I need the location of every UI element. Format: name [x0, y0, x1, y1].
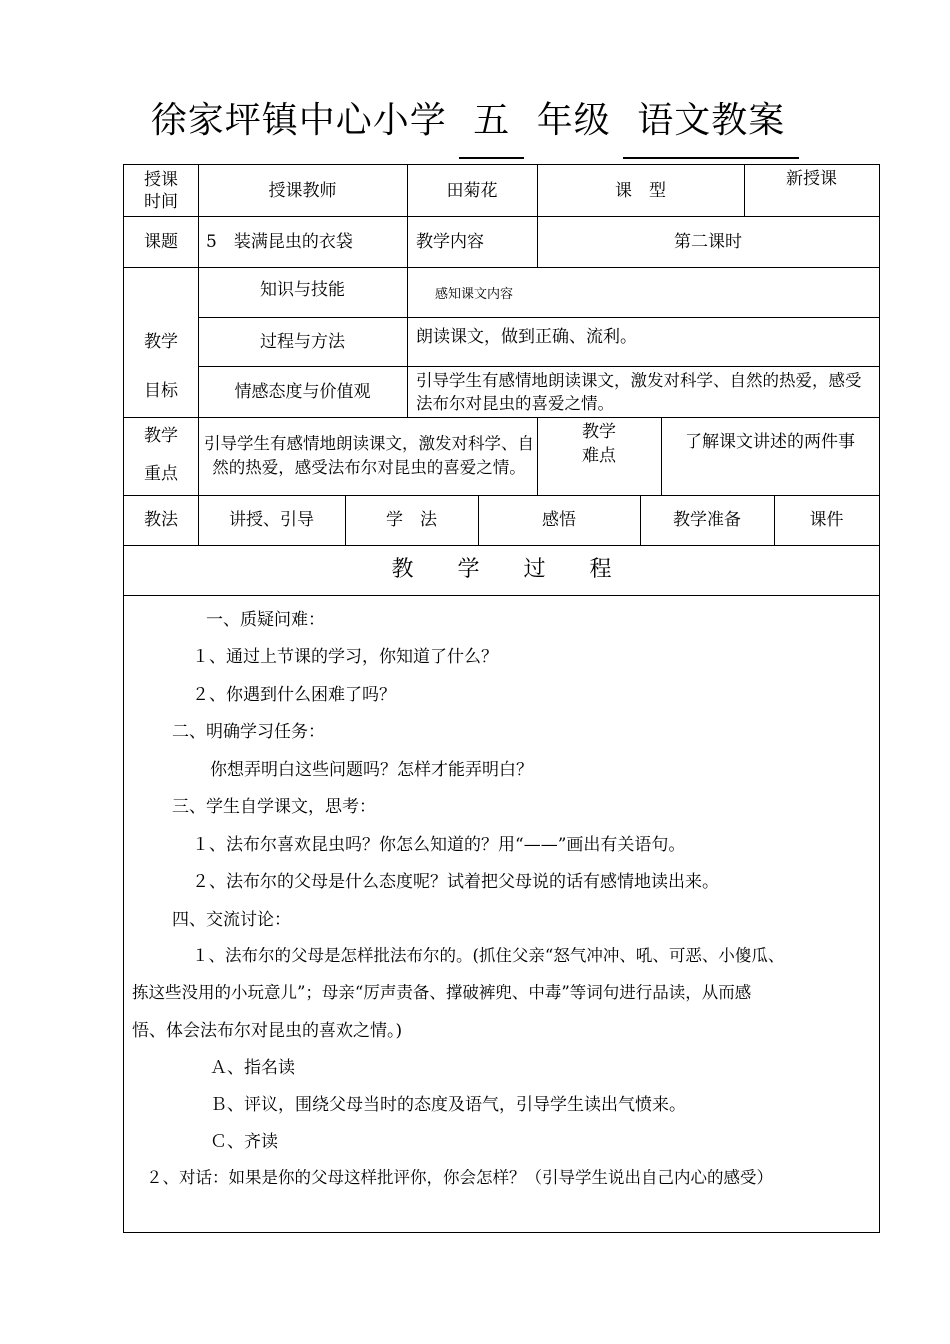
- lesson-type-value: 新授课: [786, 169, 837, 189]
- body-line: Ｃ、齐读: [210, 1132, 278, 1152]
- key-label-1: 教学: [144, 426, 178, 446]
- page-title: [0, 92, 950, 143]
- school-name: 徐家坪镇中心小学: [150, 100, 447, 141]
- body-line: 四、交流讨论：: [172, 910, 291, 930]
- topic-label: 课题: [144, 231, 178, 252]
- body-line: １、法布尔的父母是怎样批法布尔的。(抓住父亲“怒气冲冲、吼、可恶、小傻瓜、: [192, 946, 785, 965]
- preparation-label: 教学准备: [673, 510, 741, 530]
- content-value: 第二课时: [674, 231, 742, 252]
- learning-method-label: 学 法: [386, 510, 437, 530]
- body-line: 三、学生自学课文，思考：: [172, 797, 376, 817]
- body-line: Ｂ、评议，围绕父母当时的态度及语气，引导学生读出气愤来。: [210, 1095, 686, 1115]
- knowledge-label: 知识与技能: [260, 280, 345, 300]
- key-label-2: 重点: [144, 464, 178, 484]
- goals-label-1: 教学: [144, 332, 178, 352]
- teaching-method: 讲授、引导: [229, 510, 314, 530]
- subject-value: 语文教案: [623, 92, 799, 143]
- body-line: 二、明确学习任务：: [172, 722, 325, 742]
- body-line: 你想弄明白这些问题吗？怎样才能弄明白？: [210, 760, 533, 780]
- lesson-type-label: 课 型: [615, 180, 666, 201]
- knowledge-value: 感知课文内容: [435, 287, 514, 302]
- key-value: 引导学生有感情地朗读课文，激发对科学、自然的热爱，感受法布尔对昆虫的喜爱之情。: [204, 434, 534, 477]
- body-line: ２、你遇到什么困难了吗？: [192, 685, 396, 705]
- preparation-value: 课件: [809, 510, 844, 530]
- emotion-label: 情感态度与价值观: [234, 381, 371, 402]
- grade-label: 年级: [536, 100, 611, 141]
- process-heading: 教 学 过 程: [391, 557, 612, 582]
- body-line: １、通过上节课的学习，你知道了什么？: [192, 647, 498, 667]
- teacher-name: 田菊花: [446, 180, 498, 201]
- body-line: 拣这些没用的小玩意儿”；母亲“厉声责备、撑破裤兜、中毒”等词句进行品读，从而感: [132, 983, 752, 1002]
- teacher-label: 授课教师: [268, 180, 337, 201]
- body-line: １、法布尔喜欢昆虫吗？你怎么知道的？用“——”画出有关语句。: [192, 835, 686, 855]
- goals-label-2: 目标: [144, 381, 178, 401]
- body-line: ２、法布尔的父母是什么态度呢？试着把父母说的话有感情地读出来。: [192, 872, 719, 892]
- body-line: Ａ、指名读: [210, 1058, 295, 1078]
- process-label: 过程与方法: [260, 331, 345, 352]
- difficult-value: 了解课文讲述的两件事: [685, 432, 855, 452]
- content-label: 教学内容: [416, 231, 484, 252]
- body-line: 悟、体会法布尔对昆虫的喜欢之情。): [132, 1021, 403, 1041]
- body-line: ２、对话：如果是你的父母这样批评你，你会怎样？（引导学生说出自己内心的感受）: [146, 1168, 773, 1187]
- body-line: 一、质疑问难：: [206, 610, 325, 630]
- emotion-value: 引导学生有感情地朗读课文，激发对科学、自然的热爱，感受法布尔对昆虫的喜爱之情。: [416, 370, 862, 413]
- lesson-plan-table: [123, 164, 880, 1233]
- grade-value: 五: [459, 92, 524, 143]
- process-value: 朗读课文，做到正确、流利。: [416, 327, 637, 347]
- class-time-label: 授课 时间: [144, 169, 178, 212]
- method-label: 教法: [144, 510, 178, 530]
- topic-value: 5 装满昆虫的衣袋: [206, 231, 353, 252]
- difficult-label: 教学 难点: [582, 422, 616, 466]
- learning-method: 感悟: [542, 510, 576, 530]
